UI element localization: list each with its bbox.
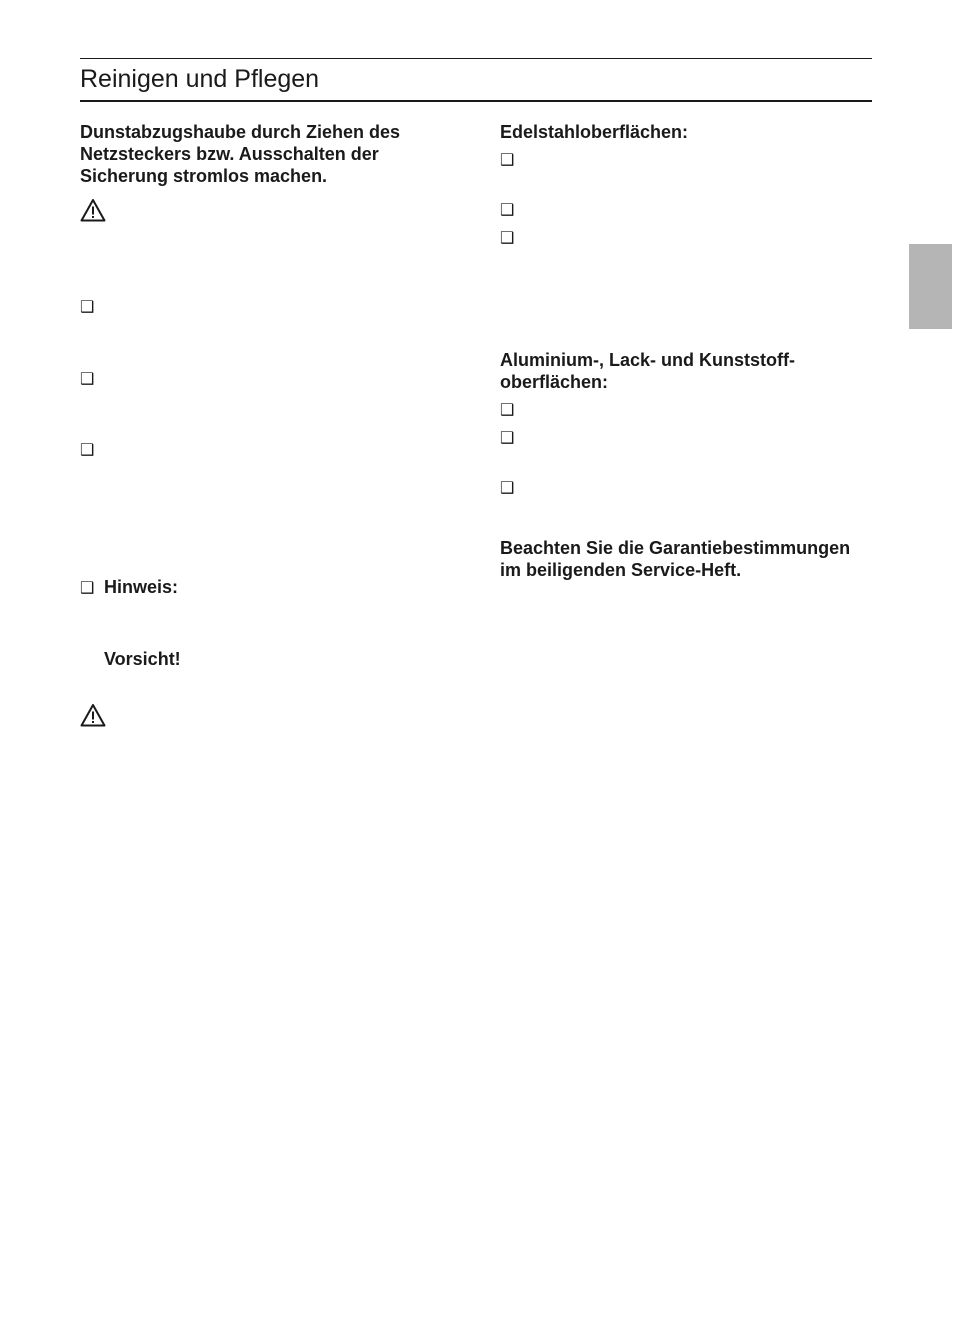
- steel-heading: Edelstahloberflächen:: [500, 122, 689, 142]
- header-rule-top: [80, 58, 872, 59]
- checkbox-icon: ❑: [500, 428, 515, 447]
- alu-heading-line: Aluminium-, Lack- und Kunststoff-: [500, 350, 795, 370]
- checkbox-icon: ❑: [80, 297, 95, 316]
- warranty-line: Beachten Sie die Garantiebestimmungen: [500, 538, 851, 558]
- warranty-note: [500, 537, 850, 581]
- intro-line: Sicherung stromlos machen.: [80, 166, 328, 186]
- header-rule-bottom: [80, 100, 872, 102]
- checkbox-icon: ❑: [80, 440, 95, 459]
- checkbox-icon: ❑: [500, 400, 515, 419]
- checkbox-icon: ❑: [500, 150, 515, 169]
- intro-text: [80, 121, 400, 187]
- checkbox-icon: ❑: [500, 478, 515, 497]
- checkbox-icon: ❑: [80, 369, 95, 388]
- intro-line: Dunstabzugshaube durch Ziehen des: [80, 122, 401, 142]
- alu-heading-line: oberflächen:: [500, 372, 609, 392]
- side-tab: [909, 244, 952, 329]
- intro-line: Netzsteckers bzw. Ausschalten der: [80, 144, 379, 164]
- caution-label: Vorsicht!: [104, 649, 181, 669]
- warning-triangle-icon: [80, 198, 106, 222]
- checkbox-icon: ❑: [500, 228, 515, 247]
- note-label: Hinweis:: [104, 577, 179, 597]
- page-title: Reinigen und Pflegen: [80, 65, 320, 93]
- checkbox-icon: ❑: [500, 200, 515, 219]
- warranty-line: im beiligenden Service-Heft.: [500, 560, 742, 580]
- checkbox-icon: ❑: [80, 578, 95, 597]
- warning-triangle-icon: [80, 703, 106, 727]
- alu-heading: [500, 349, 795, 393]
